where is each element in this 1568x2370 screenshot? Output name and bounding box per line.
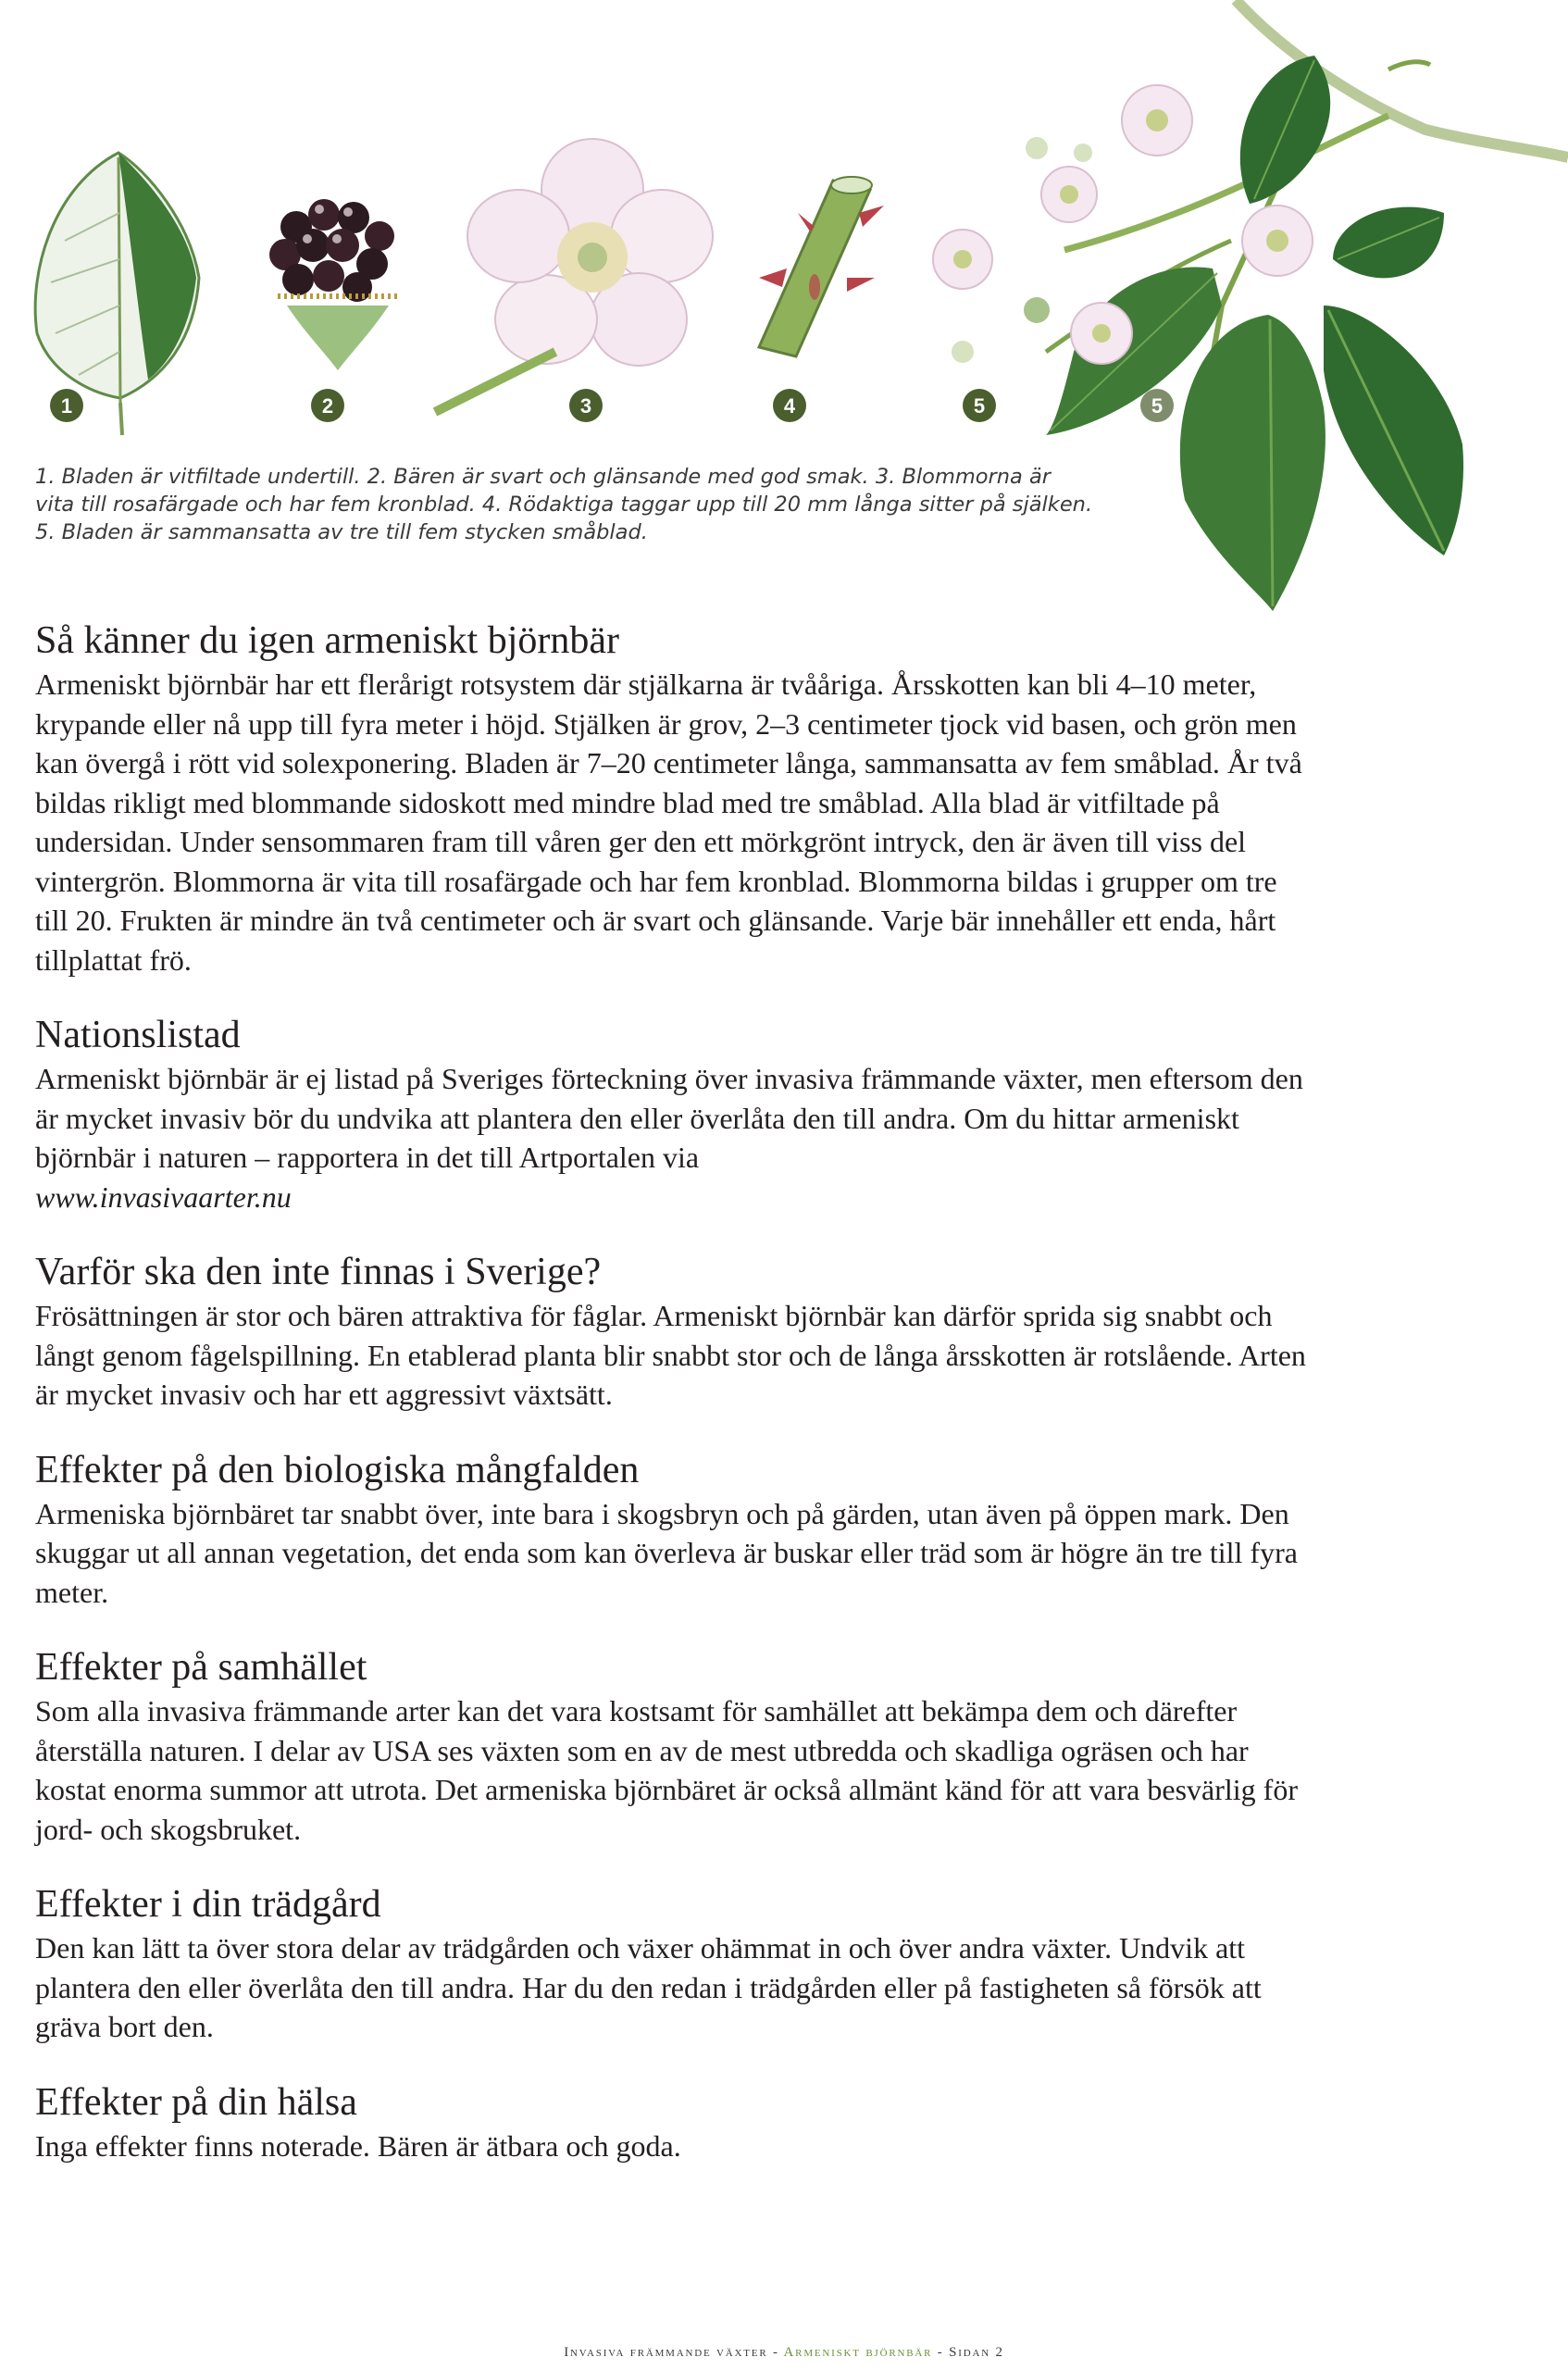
section-body: Den kan lätt ta över stora delar av trädgården och växer ohämmat in och över andra växter. Undvik att plantera den eller överlåta den till andra. Har du den redan i trädgården eller på fastigheten så försök att gräva bort den. (35, 1931, 1262, 2043)
botanical-illustration (0, 0, 1568, 648)
section-national-listing (35, 1011, 1313, 1216)
svg-text:1: 1 (60, 394, 73, 418)
label-badge-5b (1140, 389, 1174, 422)
invasivaarter-link[interactable]: www.invasivaarter.nu (35, 1179, 292, 1214)
svg-text:5: 5 (1151, 394, 1164, 418)
berry-illustration (269, 199, 398, 370)
flower-illustration (435, 139, 713, 412)
caption-line: 5. Bladen är sammansatta av tre till fem stycken småblad. (35, 520, 648, 544)
svg-text:3: 3 (579, 394, 592, 418)
section-why-not-sweden (35, 1248, 1313, 1415)
caption-line: 1. Bladen är vitfiltade undertill. 2. Bären är svart och glänsande med god smak. 3. Blommorna är (35, 465, 1052, 489)
footer-separator: - (767, 2345, 784, 2360)
footer-separator: - (932, 2345, 950, 2360)
section-heading: Nationslistad (35, 1014, 241, 1056)
footer-page-number: Sidan 2 (949, 2345, 1004, 2360)
footer-series: Invasiva främmande växter (564, 2345, 768, 2360)
section-identification (35, 617, 1313, 979)
svg-text:4: 4 (783, 394, 796, 418)
svg-text:2: 2 (321, 394, 334, 418)
illustration-caption (35, 463, 1211, 546)
section-body: Armeniskt björnbär har ett flerårigt rotsystem där stjälkarna är tvååriga. Årsskotten kan bli 4–10 meter, krypande eller nå upp till fyra meter i höjd. Stjälken är grov, 2–3 centimeter tjock vid basen, och grön men kan övergå i rött vid solexponering. Bladen är 7–20 centimeter långa, sammansatta av fem småblad. År två bildas rikligt med blommande sidoskott med mindre blad med tre småblad. Alla blad är vitfiltade på undersidan. Under sensommaren fram till våren ger den ett mörkgrönt intryck, den är även till viss del vintergrön. Blommorna är vita till rosafärgade och har fem kronblad. Blommorna bildas i grupper om tre till 20. Frukten är mindre än två centimeter och är svart och glänsande. Varje bär innehåller ett enda, hårt tillplattat frö. (35, 667, 1302, 977)
section-body: Inga effekter finns noterade. Bären är ätbara och goda. (35, 2128, 681, 2163)
section-body: Armeniskt björnbär är ej listad på Sveriges förteckning över invasiva främmande växter, men eftersom den är mycket invasiv bör du undvika att plantera den eller överlåta den till andra. Om du hittar armeniskt björnbär i naturen – rapportera in det till Artportalen via (35, 1062, 1303, 1174)
section-heading: Varför ska den inte finnas i Sverige? (35, 1251, 602, 1293)
page-footer (0, 2345, 1568, 2361)
section-heading: Effekter i din trädgård (35, 1883, 381, 1926)
section-health (35, 2078, 1313, 2166)
section-society (35, 1643, 1313, 1849)
caption-line: vita till rosafärgade och har fem kronblad. 4. Rödaktiga taggar upp till 20 mm långa sitter på själken. (35, 493, 1093, 517)
footer-species: Armeniskt björnbär (783, 2345, 933, 2360)
section-biodiversity (35, 1446, 1313, 1613)
label-badge-2 (311, 389, 344, 422)
section-body: Armeniska björnbäret tar snabbt över, inte bara i skogsbryn och på gärden, utan även på öppen mark. Den skuggar ut all annan vegetation, det enda som kan överleva är buskar eller träd som är högre än tre till fyra meter. (35, 1496, 1298, 1609)
svg-text:5: 5 (973, 394, 986, 418)
section-heading: Effekter på samhället (35, 1646, 367, 1689)
section-heading: Effekter på din hälsa (35, 2080, 357, 2124)
section-body-container (35, 1059, 1313, 1216)
label-badge-4 (773, 389, 806, 422)
section-heading: Effekter på den biologiska mångfalden (35, 1448, 640, 1491)
section-garden (35, 1880, 1313, 2047)
section-heading: Så känner du igen armeniskt björnbär (35, 619, 619, 662)
section-body: Som alla invasiva främmande arter kan det vara kostsamt för samhället att bekämpa dem och därefter återställa naturen. I delar av USA ses växten som en av de mest utbredda och skadliga ogräsen och har kostat enorma summor att utrota. Det armeniska björnbäret är också allmänt känd för att vara besvärlig för jord- och skogsbruket. (35, 1694, 1298, 1846)
article-content (35, 617, 1313, 2197)
label-badge-3 (569, 389, 603, 422)
stem-thorns-illustration (759, 177, 884, 356)
label-badge-5 (963, 389, 996, 422)
label-badge-1 (50, 389, 83, 422)
section-body: Frösättningen är stor och bären attraktiva för fåglar. Armeniskt björnbär kan därför sprida sig snabbt och långt genom fågelspillning. En etablerad planta blir snabbt stor och de långa årsskotten är rotslående. Arten är mycket invasiv och har ett aggressivt växtsätt. (35, 1299, 1306, 1411)
